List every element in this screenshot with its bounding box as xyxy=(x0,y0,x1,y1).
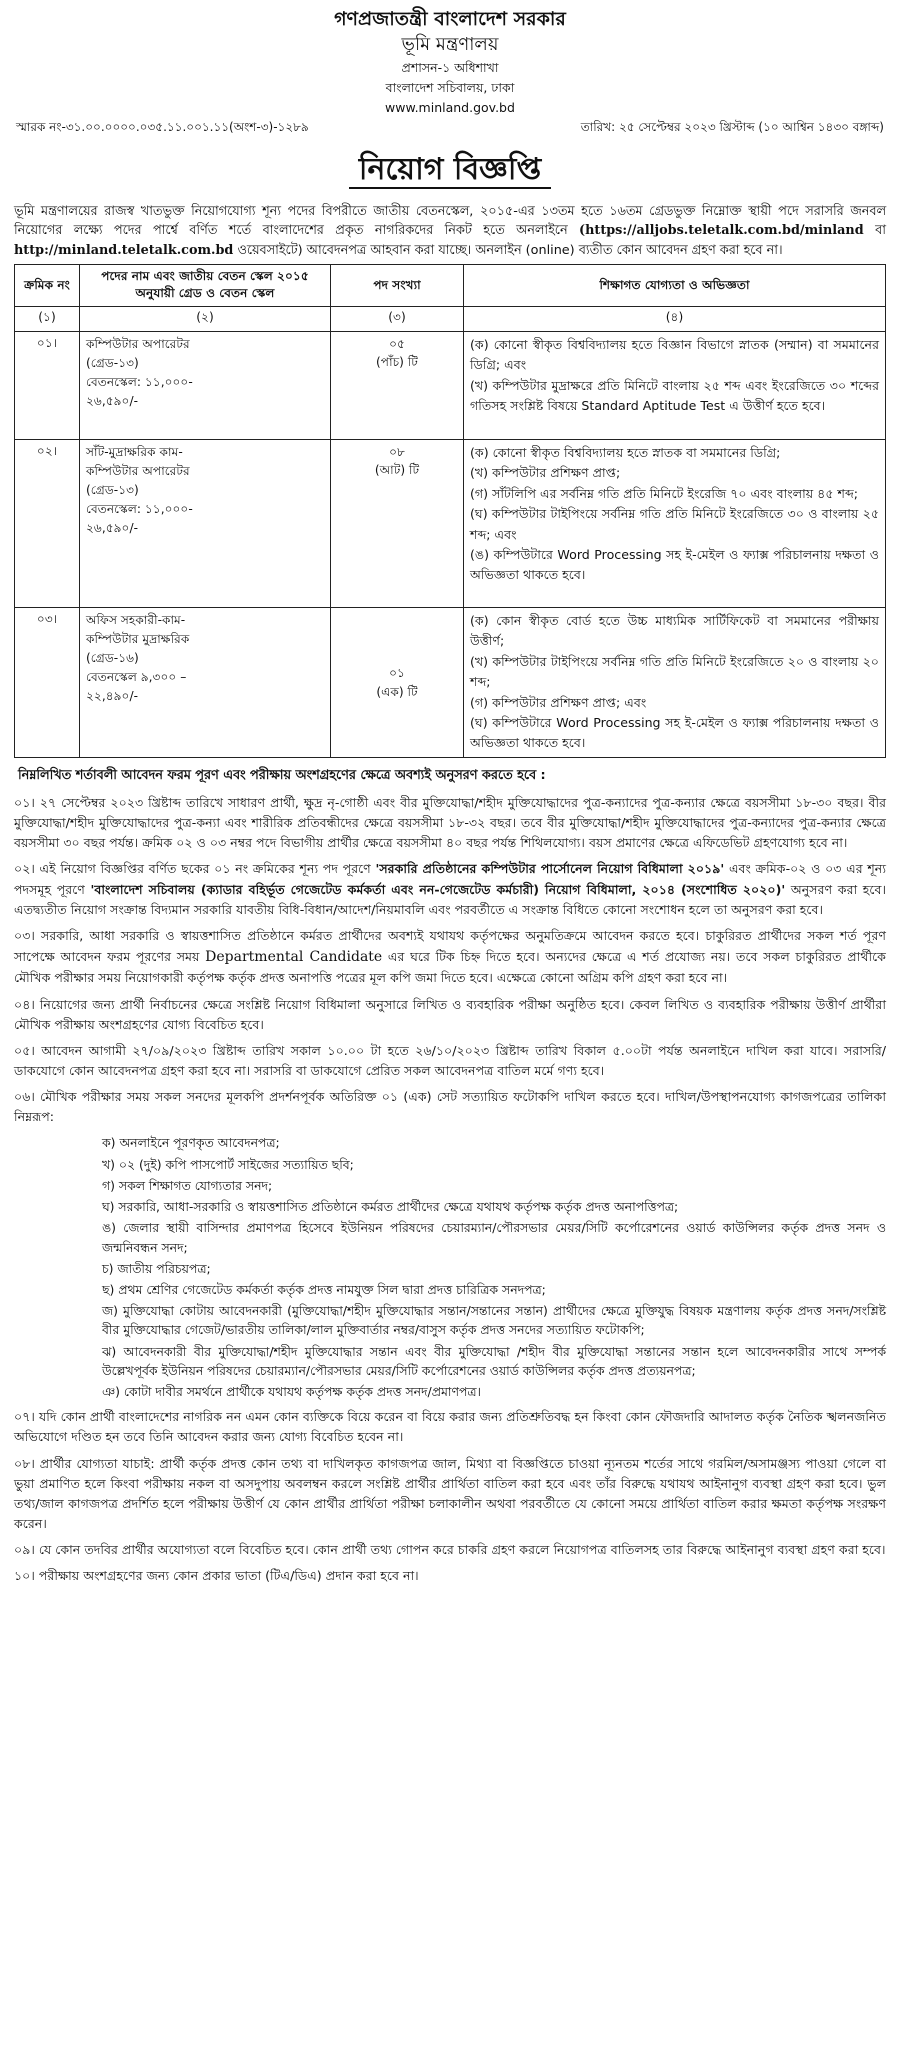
reference-line xyxy=(14,119,886,139)
condition-10: ১০। পরীক্ষায় অংশগ্রহণের জন্য কোন প্রকার ভাতা (টিএ/ডিএ) প্রদান করা হবে না। xyxy=(14,1568,419,1584)
row-count xyxy=(331,440,464,608)
post-line: বেতনস্কেল: ১১,০০০- xyxy=(86,501,193,516)
table-row xyxy=(15,440,886,608)
condition-05: ০৫। আবেদন আগামী ২৭/০৯/২০২৩ খ্রিষ্টাব্দ তারিখ সকাল ১০.০০ টা হতে ২৬/১০/২০২৩ খ্রিষ্টাব্দ তারিখ বিকাল ৫.০০টা পর্যন্ত অনলাইনে দাখিল করা যাবে। সরাসরি/ডাকযোগে কোন আবেদনপত্র গ্রহণ করা হবে না। সরাসরি বা ডাকযোগে প্রেরিত সকল আবেদনপত্র বাতিল মর্মে গণ্য হবে। xyxy=(14,1042,886,1078)
notice-title: নিয়োগ বিজ্ঞপ্তি xyxy=(349,152,551,189)
table-row xyxy=(15,608,886,758)
condition-03-text: এর ঘরে টিক চিহ্ন দিতে হবে। অন্যদের ক্ষেত্রে এ শর্ত প্রযোজ্য নয়। তবে সকল চাকুরিরত প্রার্থীকে মৌখিক পরীক্ষার সময় নিয়োগকারী কর্তৃপক্ষ কর্তৃক প্রদত্ত অনাপত্তি পত্রের মূল কপি জমা দিতে হবে। এক্ষেত্রে কোনো অগ্রিম কপি গ্রহণ করা হবে না। xyxy=(14,949,886,986)
post-line: ২৬,৫৯০/- xyxy=(86,393,138,408)
post-line: (গ্রেড-১৩) xyxy=(86,482,139,497)
row-qualification xyxy=(464,440,886,608)
table-row xyxy=(15,332,886,440)
branch-name: প্রশাসন-১ অধিশাখা xyxy=(401,60,499,76)
post-line: (গ্রেড-১৩) xyxy=(86,355,139,370)
qual-line: (ঙ) কম্পিউটারে Word Processing সহ ই-মেইল ও ফ্যাক্স পরিচালনায় দক্ষতা ও অভিজ্ঞতা থাকতে হবে। xyxy=(470,547,879,583)
qual-line: (ক) কোনো স্বীকৃত বিশ্ববিদ্যালয় হতে বিজ্ঞান বিভাগে স্নাতক (সম্মান) বা সমমানের ডিগ্রি; এবং xyxy=(470,337,879,373)
documents-list xyxy=(102,1133,886,1401)
minland-teletalk-url[interactable]: http://minland.teletalk.com.bd xyxy=(14,242,234,258)
count-line: (পাঁচ) টি xyxy=(376,355,418,370)
row-serial: ০৩। xyxy=(15,608,80,758)
col-number: (৪) xyxy=(464,307,886,332)
intro-text-1: ভূমি মন্ত্রণালয়ের রাজস্ব খাতভুক্ত নিয়োগযোগ্য শূন্য পদের বিপরীতে জাতীয় বেতনস্কেল, ২০১৫-এর ১৩তম হতে ১৬তম গ্রেডভুক্ত নিম্নোক্ত স্থায়ী পদে সরাসরি জনবল নিয়োগের লক্ষ্যে পদের পার্শ্বে বর্ণিত শর্তে বাংলাদেশের প্রকৃত নাগরিকদের নিকট হতে অনলাইনে xyxy=(14,204,886,239)
col-header-count: পদ সংখ্যা xyxy=(331,264,464,306)
post-line: কম্পিউটার মুদ্রাক্ষরিক xyxy=(86,631,190,646)
row-qualification xyxy=(464,608,886,758)
col-number: (২) xyxy=(80,307,331,332)
condition-09: ০৯। যে কোন তদবির প্রার্থীর অযোগ্যতা বলে বিবেচিত হবে। কোন প্রার্থী তথ্য গোপন করে চাকরি গ্রহণ করলে নিয়োগপত্র বাতিলসহ তার বিরুদ্ধে আইনানুগ ব্যবস্থা গ্রহণ করা হবে। xyxy=(14,1542,886,1558)
condition-02 xyxy=(14,859,886,919)
list-item: ক) অনলাইনে পূরণকৃত আবেদনপত্র; xyxy=(102,1135,280,1151)
col-header-qualification: শিক্ষাগত যোগ্যতা ও অভিজ্ঞতা xyxy=(464,264,886,306)
condition-03 xyxy=(14,926,886,989)
conditions-heading: নিম্নলিখিত শর্তাবলী আবেদন ফরম পূরণ এবং পরীক্ষায় অংশগ্রহণের ক্ষেত্রে অবশ্যই অনুসরণ করতে হবে : xyxy=(18,768,546,784)
list-item: ঘ) সরকারি, আধা-সরকারি ও স্বায়ত্তশাসিত প্রতিষ্ঠানে কর্মরত প্রার্থীদের ক্ষেত্রে যথাযথ কর্তৃপক্ষ কর্তৃক প্রদত্ত অনাপত্তিপত্র; xyxy=(102,1199,679,1215)
qual-line: (ক) কোনো স্বীকৃত বিশ্ববিদ্যালয় হতে স্নাতক বা সমমানের ডিগ্রি; xyxy=(470,445,781,461)
condition-03-text: ০৩। সরকারি, আধা সরকারি ও স্বায়ত্তশাসিত প্রতিষ্ঠানে কর্মরত প্রার্থীদের অবশ্যই যথাযথ কর্তৃপক্ষের অনুমতিক্রমে আবেদন করতে হবে। চাকুরিরত প্রার্থীদের সকল শর্ত পূরণ সাপেক্ষে আবেদন ফরম পূরণের সময় xyxy=(14,927,886,965)
post-line: সাঁট-মুদ্রাক্ষরিক কাম- xyxy=(86,445,183,460)
website-link[interactable]: www.minland.gov.bd xyxy=(385,99,515,115)
ministry-name: ভূমি মন্ত্রণালয় xyxy=(401,33,499,55)
col-number: (৩) xyxy=(331,307,464,332)
posts-table xyxy=(14,264,886,758)
post-line: (গ্রেড-১৬) xyxy=(86,650,139,665)
post-line: কম্পিউটার অপারেটর xyxy=(86,463,190,478)
post-line: কম্পিউটার অপারেটর xyxy=(86,337,190,352)
condition-07: ০৭। যদি কোন প্রার্থী বাংলাদেশের নাগরিক নন এমন কোন ব্যক্তিকে বিয়ে করেন বা বিয়ে করার জন্য প্রতিশ্রুতিবদ্ধ হন কিংবা কোন ফৌজদারি আদালত কর্তৃক নৈতিক স্খলনজনিত অভিযোগে দণ্ডিত হন তবে তিনি আবেদন করার জন্য যোগ্য বিবেচিত হবেন না। xyxy=(14,1409,886,1445)
row-count xyxy=(331,332,464,440)
computer-personnel-rules: 'সরকারি প্রতিষ্ঠানের কম্পিউটার পার্সোনেল নিয়োগ বিধিমালা ২০১৯' xyxy=(375,861,725,877)
list-item: ছ) প্রথম শ্রেণির গেজেটেড কর্মকর্তা কর্তৃক প্রদত্ত নামযুক্ত সিল দ্বারা প্রদত্ত চারিত্রিক সনদপত্র; xyxy=(102,1281,546,1297)
count-line: ০৫ xyxy=(389,337,405,352)
government-name: গণপ্রজাতন্ত্রী বাংলাদেশ সরকার xyxy=(334,8,566,30)
intro-text-2: ওয়েবসাইটে) আবেদনপত্র আহবান করা যাচ্ছে। অনলাইন (online) ব্যতীত কোন আবেদন গ্রহণ করা হবে না। xyxy=(237,242,783,258)
list-item: চ) জাতীয় পরিচয়পত্র; xyxy=(102,1260,211,1276)
count-line: (আট) টি xyxy=(374,463,420,478)
notice-title-wrap xyxy=(14,145,886,196)
list-item: খ) ০২ (দুই) কপি পাসপোর্ট সাইজের সত্যায়িত ছবি; xyxy=(102,1156,354,1172)
row-qualification xyxy=(464,332,886,440)
col-number: (১) xyxy=(15,307,80,332)
row-count xyxy=(331,608,464,758)
row-serial: ০১। xyxy=(15,332,80,440)
row-post xyxy=(80,440,331,608)
condition-02-text: ০২। এই নিয়োগ বিজ্ঞপ্তির বর্ণিত ছকের ০১ নং ক্রমিকের শূন্য পদ পূরণে xyxy=(14,861,371,877)
condition-01: ০১। ২৭ সেপ্টেম্বর ২০২৩ খ্রিষ্টাব্দ তারিখে সাধারণ প্রার্থী, ক্ষুদ্র নৃ-গোষ্ঠী এবং বীর মুক্তিযোদ্ধা/শহীদ মুক্তিযোদ্ধাদের পুত্র-কন্যাদের পুত্র-কন্যার ক্ষেত্রে বয়সসীমা ১৮-৩০ বছর। বীর মুক্তিযোদ্ধা/শহীদ মুক্তিযোদ্ধাদের পুত্র-কন্যা এবং শারীরিক প্রতিবন্ধীদের ক্ষেত্রে বয়সসীমা ১৮-৩২ বছর। তবে বীর মুক্তিযোদ্ধা/শহীদ মুক্তিযোদ্ধাদের পুত্র-কন্যাদের পুত্র-কন্যার ক্ষেত্রে বয়সসীমা ৩০ বছর পর্যন্ত। ক্রমিক ০২ ও ০৩ নম্বর পদে বিভাগীয় প্রার্থীর ক্ষেত্রে বয়সসীমা ৪০ বছর পর্যন্ত শিথিলযোগ্য। বয়স প্রমাণের ক্ষেত্রে এফিডেভিট গ্রহণযোগ্য হবে না। xyxy=(14,795,886,851)
post-line: ২৬,৫৯০/- xyxy=(86,520,138,535)
intro-or: বা xyxy=(875,223,886,239)
memo-number: স্মারক নং-৩১.০০.০০০০.০৩৫.১১.০০১.১১(অংশ-৩)-১২৮৯ xyxy=(16,120,309,135)
qual-line: (ঘ) কম্পিউটার টাইপিংয়ে সর্বনিম্ন গতি প্রতি মিনিটে ইংরেজিতে ৩০ ও বাংলায় ২৫ শব্দ; এবং xyxy=(470,506,879,542)
post-line: বেতনস্কেল ৯,৩০০ – xyxy=(86,669,187,684)
qual-line: (গ) সাঁটলিপি এর সর্বনিম্ন গতি প্রতি মিনিটে ইংরেজি ৭০ এবং বাংলায় ৪৫ শব্দ; xyxy=(470,485,859,501)
office-address: বাংলাদেশ সচিবালয়, ঢাকা xyxy=(385,79,515,95)
qual-line: (ক) কোন স্বীকৃত বোর্ড হতে উচ্চ মাধ্যমিক সার্টিফিকেট বা সমমানের পরীক্ষায় উত্তীর্ণ; xyxy=(470,613,879,649)
list-item: জ) মুক্তিযোদ্ধা কোটায় আবেদনকারী (মুক্তিযোদ্ধা/শহীদ মুক্তিযোদ্ধার সন্তান/সন্তানের সন্তান) প্রার্থীদের ক্ষেত্রে মুক্তিযুদ্ধ বিষয়ক মন্ত্রণালয় কর্তৃক প্রদত্ত সনদ/সংশ্লিষ্ট বীর মুক্তিযোদ্ধার গেজেট/ভারতীয় তালিকা/লাল মুক্তিবার্তার নম্বর/বাসুস কর্তৃক প্রদত্ত সনদের সত্যায়িত ফটোকপি; xyxy=(102,1303,886,1338)
qual-line: (ঘ) কম্পিউটারে Word Processing সহ ই-মেইল ও ফ্যাক্স পরিচালনায় দক্ষতা ও অভিজ্ঞতা থাকতে হবে। xyxy=(470,715,879,751)
post-line: অফিস সহকারী-কাম- xyxy=(86,613,186,628)
secretariat-recruitment-rules: 'বাংলাদেশ সচিবালয় (ক্যাডার বহির্ভূত গেজেটেড কর্মকর্তা এবং নন-গেজেটেড কর্মচারী) নিয়োগ বিধিমালা, ২০১৪ (সংশোধিত ২০২০)' xyxy=(90,881,786,897)
condition-04: ০৪। নিয়োগের জন্য প্রার্থী নির্বাচনের ক্ষেত্রে সংশ্লিষ্ট নিয়োগ বিধিমালা অনুসারে লিখিত ও ব্যবহারিক পরীক্ষা অনুষ্ঠিত হবে। কেবল লিখিত ও ব্যবহারিক পরীক্ষায় উত্তীর্ণ প্রার্থীরা মৌখিক পরীক্ষায় অংশগ্রহণের যোগ্য বিবেচিত হবে। xyxy=(14,996,886,1032)
col-header-serial: ক্রমিক নং xyxy=(15,264,80,306)
condition-08: ০৮। প্রার্থীর যোগ্যতা যাচাই: প্রার্থী কর্তৃক প্রদত্ত কোন তথ্য বা দাখিলকৃত কাগজপত্র জাল, মিথ্যা বা বিজ্ঞপ্তিতে চাওয়া ন্যূনতম শর্তের সাথে গরমিল/অসামঞ্জস্য পাওয়া গেলে বা ভুয়া প্রমাণিত হলে কিংবা পরীক্ষায় নকল বা অসদুপায় অবলম্বন করলে সংশ্লিষ্ট প্রার্থীর প্রার্থিতা বাতিল করা হবে এবং তাঁর বিরুদ্ধে যথাযথ আইনানুগ ব্যবস্থা গ্রহণ করা হবে। ভুল তথ্য/জাল কাগজপত্র প্রদর্শিত হলে পরীক্ষায় উত্তীর্ণ যে কোন প্রার্থীর প্রার্থিতা পরীক্ষা চলাকালীন অথবা পরবর্তীতে যে কোনো সময়ে প্রার্থিতা বাতিল করার ক্ষমতা কর্তৃপক্ষ সংরক্ষণ করেন। xyxy=(14,1455,886,1531)
count-line: (এক) টি xyxy=(376,684,418,699)
alljobs-url[interactable]: (https://alljobs.teletalk.com.bd/minland xyxy=(579,223,864,239)
qual-line: (খ) কম্পিউটার প্রশিক্ষণ প্রাপ্ত; xyxy=(470,465,621,481)
intro-paragraph xyxy=(14,202,886,260)
list-item: ঝ) আবেদনকারী বীর মুক্তিযোদ্ধা/শহীদ মুক্তিযোদ্ধার সন্তান এবং বীর মুক্তিযোদ্ধা /শহীদ বীর মুক্তিযোদ্ধা সন্তানের সন্তান হলে আবেদনকারীর সাথে সম্পর্ক উল্লেখপূর্বক ইউনিয়ন পরিষদের চেয়ারম্যান/পৌরসভার মেয়র/সিটি কর্পোরেশনের ওয়ার্ড কাউন্সিলর কর্তৃক প্রদত্ত প্রত্যয়নপত্র; xyxy=(102,1343,886,1378)
condition-02-text: এবং ক্রমিক-০২ ও ০৩ এর শূন্য পদসমূহ পূরণে xyxy=(14,861,886,897)
qual-line: (খ) কম্পিউটার মুদ্রাক্ষরে প্রতি মিনিটে বাংলায় ২৫ শব্দ এবং ইংরেজিতে ৩০ শব্দের গতিসহ সংশ্লিষ্ট বিষয়ে Standard Aptitude Test এ উত্তীর্ণ হতে হবে। xyxy=(470,377,879,414)
list-item: ঞ) কোটা দাবীর সমর্থনে প্রার্থীকে যথাযথ কর্তৃপক্ষ কর্তৃক প্রদত্ত সনদ/প্রমাণপত্র। xyxy=(102,1384,481,1400)
letterhead xyxy=(14,8,886,115)
post-line: বেতনস্কেল: ১১,০০০- xyxy=(86,374,193,389)
qual-line: (খ) কম্পিউটার টাইপিংয়ে সর্বনিম্ন গতি প্রতি মিনিটে ইংরেজিতে ২০ ও বাংলায় ২০ শব্দ; xyxy=(470,653,879,690)
count-line: ০৮ xyxy=(389,445,405,460)
count-line: ০১ xyxy=(389,666,405,681)
list-item: ঙ) জেলার স্থায়ী বাসিন্দার প্রমাণপত্র হিসেবে ইউনিয়ন পরিষদের চেয়ারম্যান/পৌরসভার মেয়র/সিটি কর্পোরেশনের ওয়ার্ড কাউন্সিলর কর্তৃক প্রদত্ত সনদ ও জন্মনিবন্ধন সনদ; xyxy=(102,1220,886,1255)
condition-06: ০৬। মৌখিক পরীক্ষার সময় সকল সনদের মূলকপি প্রদর্শনপূর্বক অতিরিক্ত ০১ (এক) সেট সত্যায়িত ফটোকপি দাখিল করতে হবে। দাখিল/উপস্থাপনযোগ্য কাগজপত্রের তালিকা নিম্নরূপ: xyxy=(14,1089,886,1125)
issue-date: তারিখ: ২৫ সেপ্টেম্বর ২০২৩ খ্রিস্টাব্দ (১০ আশ্বিন ১৪৩০ বঙ্গাব্দ) xyxy=(580,120,884,135)
condition-02-text: অনুসরণ করা হবে। এতদ্ব্যতীত নিয়োগ সংক্রান্ত বিদ্যমান সরকারি যাবতীয় বিধি-বিধান/আদেশ/নিয়মাবলি এবং পরবর্তীতে এ সংক্রান্ত বিধিতে কোনো সংশোধন হলে তা অনুসরণ করা হবে। xyxy=(14,881,886,917)
departmental-candidate-label: Departmental Candidate xyxy=(205,949,383,966)
row-serial: ০২। xyxy=(15,440,80,608)
qual-line: (গ) কম্পিউটার প্রশিক্ষণ প্রাপ্ত; এবং xyxy=(470,694,647,710)
list-item: গ) সকল শিক্ষাগত যোগ্যতার সনদ; xyxy=(102,1177,273,1193)
row-post xyxy=(80,608,331,758)
col-header-post: পদের নাম এবং জাতীয় বেতন স্কেল ২০১৫ অনুযায়ী গ্রেড ও বেতন স্কেল xyxy=(80,264,331,306)
row-post xyxy=(80,332,331,440)
post-line: ২২,৪৯০/- xyxy=(86,688,138,703)
